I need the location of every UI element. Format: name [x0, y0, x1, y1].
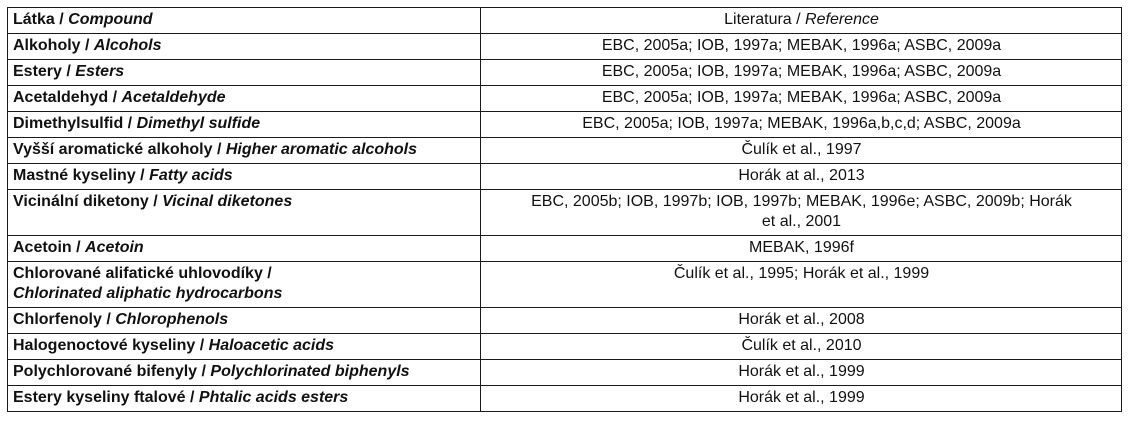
- reference-cell: EBC, 2005a; IOB, 1997a; MEBAK, 1996a; ASBC, 2009a: [481, 34, 1122, 60]
- reference-cell: Čulík et al., 1995; Horák et al., 1999: [481, 262, 1122, 308]
- header-compound: Látka / Compound: [8, 8, 481, 34]
- table-row: [8, 164, 1122, 190]
- table-row: [8, 60, 1122, 86]
- compound-cell: Estery kyseliny ftalové / Phtalic acids esters: [8, 386, 481, 412]
- table-row: [8, 334, 1122, 360]
- table-row: [8, 386, 1122, 412]
- reference-cell: Horák et al., 2008: [481, 308, 1122, 334]
- reference-cell: Horák at al., 2013: [481, 164, 1122, 190]
- compound-cell: Polychlorované bifenyly / Polychlorinated biphenyls: [8, 360, 481, 386]
- table-row: [8, 236, 1122, 262]
- table-row: [8, 112, 1122, 138]
- compound-reference-table: [7, 7, 1122, 412]
- reference-cell: Horák et al., 1999: [481, 386, 1122, 412]
- reference-cell: MEBAK, 1996f: [481, 236, 1122, 262]
- table-header-row: [8, 8, 1122, 34]
- compound-cell: Alkoholy / Alcohols: [8, 34, 481, 60]
- compound-cell: Estery / Esters: [8, 60, 481, 86]
- compound-cell: Vicinální diketony / Vicinal diketones: [8, 190, 481, 236]
- compound-cell: Vyšší aromatické alkoholy / Higher aromatic alcohols: [8, 138, 481, 164]
- table-row: [8, 34, 1122, 60]
- compound-cell: Mastné kyseliny / Fatty acids: [8, 164, 481, 190]
- table-row: [8, 138, 1122, 164]
- table-row: [8, 190, 1122, 236]
- table-row: [8, 308, 1122, 334]
- compound-cell: Halogenoctové kyseliny / Haloacetic acids: [8, 334, 481, 360]
- compound-cell: Acetaldehyd / Acetaldehyde: [8, 86, 481, 112]
- reference-cell: Horák et al., 1999: [481, 360, 1122, 386]
- compound-cell: Acetoin / Acetoin: [8, 236, 481, 262]
- compound-cell: Chlorfenoly / Chlorophenols: [8, 308, 481, 334]
- table-row: [8, 360, 1122, 386]
- table-row: [8, 86, 1122, 112]
- compound-cell: Dimethylsulfid / Dimethyl sulfide: [8, 112, 481, 138]
- reference-cell: EBC, 2005b; IOB, 1997b; IOB, 1997b; MEBAK, 1996e; ASBC, 2009b; Horák et al., 2001: [481, 190, 1122, 236]
- reference-cell: Čulík et al., 2010: [481, 334, 1122, 360]
- compound-cell: Chlorované alifatické uhlovodíky / Chlorinated aliphatic hydrocarbons: [8, 262, 481, 308]
- table-row: [8, 262, 1122, 308]
- reference-cell: EBC, 2005a; IOB, 1997a; MEBAK, 1996a; ASBC, 2009a: [481, 60, 1122, 86]
- header-reference: Literatura / Reference: [481, 8, 1122, 34]
- reference-cell: EBC, 2005a; IOB, 1997a; MEBAK, 1996a,b,c,d; ASBC, 2009a: [481, 112, 1122, 138]
- reference-cell: EBC, 2005a; IOB, 1997a; MEBAK, 1996a; ASBC, 2009a: [481, 86, 1122, 112]
- reference-cell: Čulík et al., 1997: [481, 138, 1122, 164]
